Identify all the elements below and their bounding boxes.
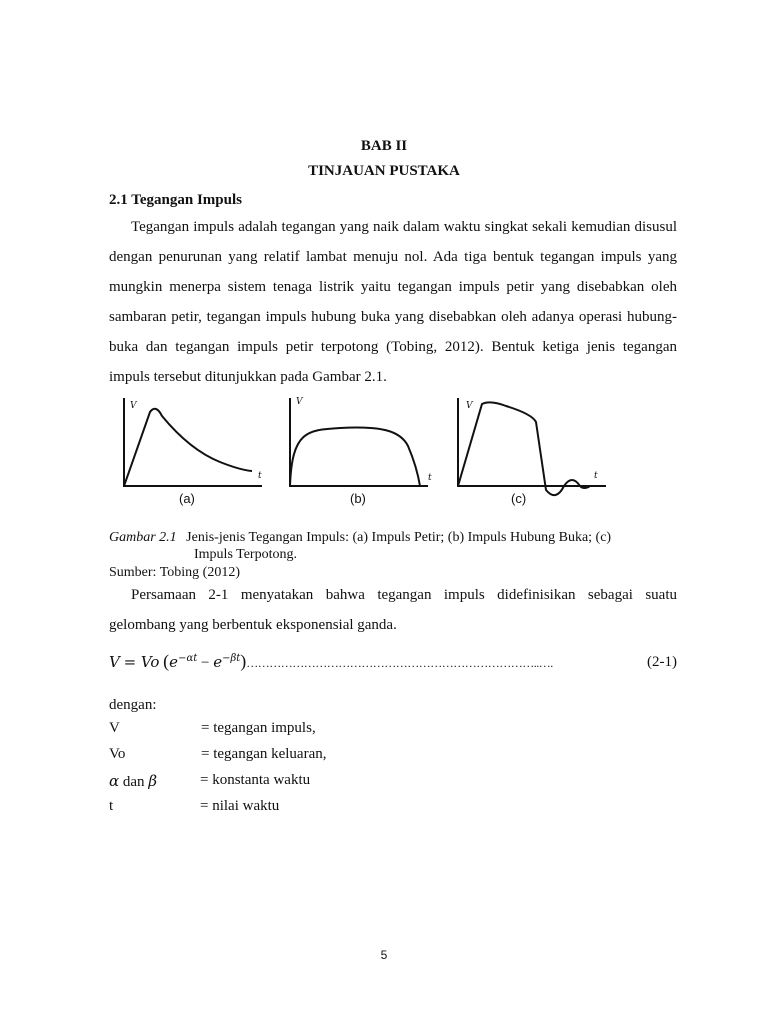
definition-term-alpha-beta: [109, 772, 157, 791]
paragraph-intro: [109, 212, 677, 392]
term-connector: dan: [119, 774, 149, 790]
equation-exp1: −αt: [178, 653, 198, 664]
caption-label: Gambar 2.1: [109, 530, 177, 545]
panel-c-v-label: V: [466, 401, 473, 411]
panel-c-curve: [458, 402, 590, 495]
equation-number: (2-1): [647, 654, 677, 670]
paragraph-equation-intro: [109, 580, 677, 640]
equation-e2: e: [213, 653, 223, 671]
paragraph-equation-intro-text: Persamaan 2-1 menyatakan bahwa tegangan impuls didefinisikan sebagai suatu gelombang yang berbentuk eksponensial ganda.: [109, 587, 677, 633]
definition-value-alpha-beta: = konstanta waktu: [200, 772, 311, 788]
caption-line1: Jenis-jenis Tegangan Impuls: (a) Impuls Petir; (b) Impuls Hubung Buka; (c): [186, 530, 612, 545]
paragraph-intro-text: Tegangan impuls adalah tegangan yang naik dalam waktu singkat sekali kemudian disusul dengan penurunan yang relatif lambat menuju nol. Ada tiga bentuk tegangan impuls yang mungkin menerpa sistem tenaga listrik yaitu tegangan impuls petir yang disebabkan oleh sambaran petir, tegangan impuls hubung buka yang disebabkan oleh adanya operasi hubung-buka dan tegangan impuls petir terpotong (Tobing, 2012). Bentuk ketiga jenis tegangan impuls tersebut ditunjukkan pada Gambar 2.1.: [109, 219, 677, 385]
panel-b-axes: [290, 398, 428, 486]
figure-source: Sumber: Tobing (2012): [109, 565, 240, 580]
panel-a-curve: [124, 409, 252, 486]
definition-term-t: t: [109, 798, 114, 814]
panel-a-t-label: t: [258, 471, 262, 481]
panel-b-t-label: t: [428, 473, 432, 483]
figure-caption: [109, 529, 611, 546]
caption-line2: Impuls Terpotong.: [194, 547, 297, 562]
page-number: 5: [380, 948, 388, 962]
panel-c-t-label: t: [594, 471, 598, 481]
equation-lhs: V: [109, 653, 120, 671]
equation-leader: …………………………………………………………………..….: [246, 656, 553, 670]
panel-b-curve: [290, 428, 420, 486]
alpha-symbol: α: [109, 772, 120, 790]
definition-value-t: = nilai waktu: [200, 798, 280, 814]
chapter-title: TINJAUAN PUSTAKA: [308, 163, 460, 179]
definitions-intro: dengan:: [109, 697, 157, 713]
definition-term-v: V: [109, 720, 120, 736]
equation-close-paren: ): [240, 651, 247, 671]
definition-value-v: = tegangan impuls,: [201, 720, 316, 736]
panel-b-label: (b): [350, 491, 366, 506]
panel-a-label: (a): [179, 491, 195, 506]
section-heading: 2.1 Tegangan Impuls: [109, 192, 242, 208]
chapter-number: BAB II: [360, 138, 408, 154]
panel-a-v-label: V: [130, 401, 137, 411]
panel-a-axes: [124, 398, 262, 486]
waveform-plots: [0, 390, 768, 515]
definition-term-vo: Vo: [109, 746, 126, 762]
equation-exp2: −βt: [222, 653, 241, 664]
equation-2-1: [109, 651, 677, 672]
equation-open-paren: (: [163, 651, 170, 671]
equation-rhs-prefix: = Vo: [123, 653, 160, 671]
definition-value-vo: = tegangan keluaran,: [201, 746, 327, 762]
equation-minus: −: [200, 655, 210, 671]
panel-c-label: (c): [511, 491, 527, 506]
panel-b-v-label: V: [296, 397, 303, 407]
beta-symbol: β: [148, 772, 157, 790]
figure-impulse-waveforms: [0, 390, 768, 515]
equation-e1: e: [169, 653, 179, 671]
